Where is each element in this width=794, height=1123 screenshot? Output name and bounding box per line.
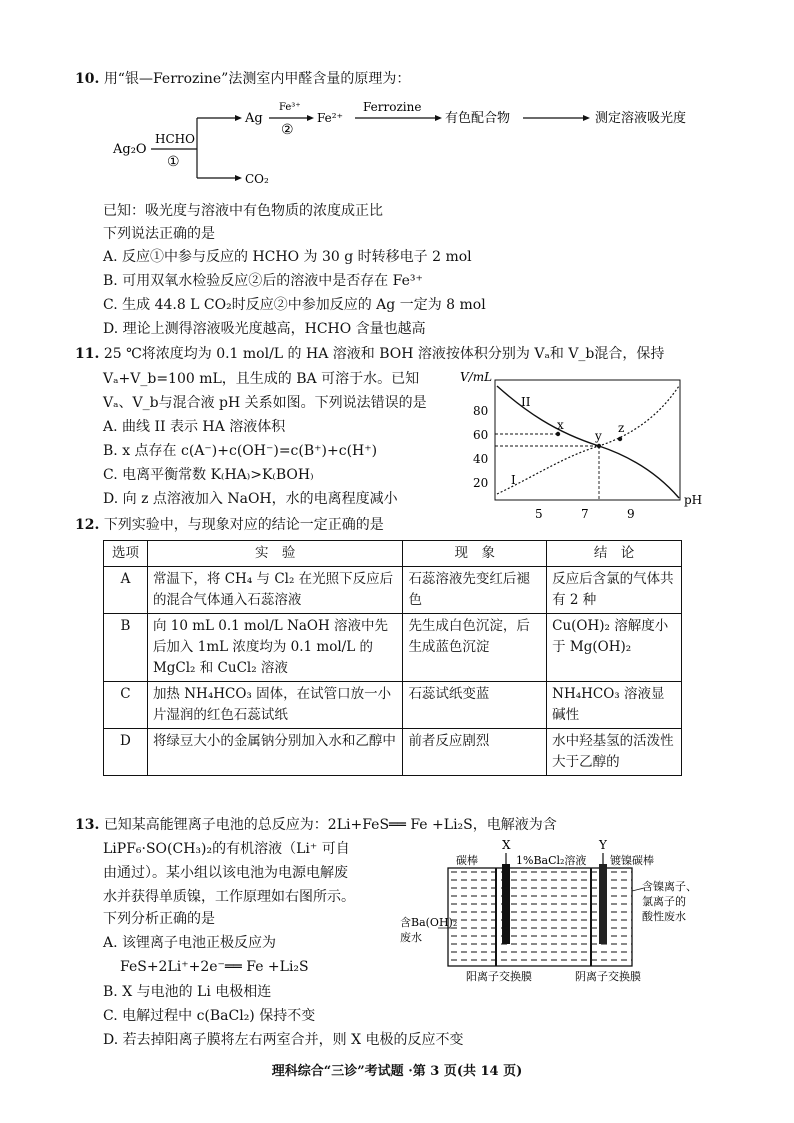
table-row <box>104 682 682 729</box>
q13-cation-membrane: 阳离子交换膜 <box>466 970 532 983</box>
q13-option-c: C. 电解过程中 c(BaCl₂) 保持不变 <box>103 1008 316 1024</box>
q10-step1: ① <box>167 154 180 170</box>
table-row <box>104 729 682 776</box>
q12-header-conclusion: 结 论 <box>547 541 682 567</box>
q13-ask: 下列分析正确的是 <box>103 911 215 927</box>
q11-xtick-7: 7 <box>581 507 589 521</box>
q13-line2: LiPF₆·SO(CH₃)₂的有机溶液（Li⁺ 可自 <box>103 841 350 857</box>
q11-option-c: C. 电离平衡常数 K₍HA₎>K₍BOH₎ <box>103 467 314 483</box>
q11-graph <box>455 366 705 526</box>
q12-c-experiment: 加热 NH₄HCO₃ 固体，在试管口放一小片湿润的红色石蕊试纸 <box>147 682 403 729</box>
q12-header-option: 选项 <box>104 541 148 567</box>
q12-a-conclusion: 反应后含氯的气体共有 2 种 <box>547 567 682 614</box>
q12-d-phenomenon: 前者反应剧烈 <box>403 729 547 776</box>
q13-option-a-2: FeS+2Li⁺+2e⁻══ Fe +Li₂S <box>120 959 309 975</box>
page-footer: 理科综合“三诊”考试题 ·第 3 页(共 14 页) <box>271 1064 523 1079</box>
q11-number: 11. <box>75 346 100 362</box>
q10-fe2: Fe²⁺ <box>317 111 343 125</box>
q11-line2: Vₐ+V_b=100 mL，且生成的 BA 可溶于水。已知 <box>103 371 420 387</box>
q13-stem-1: 已知某高能锂离子电池的总反应为：2Li+FeS══ Fe +Li₂S，电解液为含 <box>103 817 557 833</box>
q11-point-y: y <box>595 429 602 443</box>
q13-right-label-3: 酸性废水 <box>642 910 686 923</box>
q11-point-x: x <box>557 418 564 432</box>
q13-option-b: B. X 与电池的 Li 电极相连 <box>103 984 272 1000</box>
q13-carbon-rod: 碳棒 <box>456 854 478 867</box>
q12-table <box>103 540 682 776</box>
q11-option-a: A. 曲线 II 表示 HA 溶液体积 <box>103 419 286 435</box>
q13-electrolysis-diagram <box>400 836 705 984</box>
q10-option-b: B. 可用双氧水检验反应②后的溶液中是否存在 Fe³⁺ <box>103 273 423 289</box>
q12-b-experiment: 向 10 mL 0.1 mol/L NaOH 溶液中先后加入 1mL 浓度均为 0.1 mol/L 的 MgCl₂ 和 CuCl₂ 溶液 <box>147 614 403 682</box>
q12-c-option: C <box>104 682 148 729</box>
q12-d-option: D <box>104 729 148 776</box>
q12-a-phenomenon: 石蕊溶液先变红后褪色 <box>403 567 547 614</box>
q11-curve-I: I <box>511 473 516 487</box>
q11-xtick-5: 5 <box>535 507 543 521</box>
q11-line1 <box>75 343 664 365</box>
q13-anion-membrane: 阴离子交换膜 <box>575 970 641 983</box>
q12-header-experiment: 实 验 <box>147 541 403 567</box>
q10-option-d: D. 理论上测得溶液吸光度越高，HCHO 含量也越高 <box>103 321 426 337</box>
q10-option-a: A. 反应①中参与反应的 HCHO 为 30 g 时转移电子 2 mol <box>103 249 472 265</box>
q13-bacl2-label: 1%BaCl₂溶液 <box>516 854 587 867</box>
q10-reaction-scheme <box>105 98 705 198</box>
q13-left-label-1: 含Ba(OH)₂ <box>400 916 458 929</box>
q10-co2: CO₂ <box>245 172 269 186</box>
q13-option-a-1: A. 该锂离子电池正极反应为 <box>103 935 277 951</box>
q12-a-experiment: 常温下，将 CH₄ 与 Cl₂ 在光照下反应后的混合气体通入石蕊溶液 <box>147 567 403 614</box>
q13-left-label-2: 废水 <box>400 931 422 944</box>
q13-right-label-1: 含镍离子、 <box>642 880 697 893</box>
q13-y-label: Y <box>599 838 607 852</box>
q11-xlabel: pH <box>684 493 703 507</box>
q13-line1 <box>75 814 557 836</box>
q11-xtick-9: 9 <box>627 507 635 521</box>
table-row <box>104 567 682 614</box>
q10-fe3: Fe³⁺ <box>279 102 301 113</box>
q13-line4: 水并获得单质镍，工作原理如右图所示。 <box>103 889 355 905</box>
q13-number: 13. <box>75 817 100 833</box>
q12-header-phenomenon: 现 象 <box>403 541 547 567</box>
q12-c-conclusion: NH₄HCO₃ 溶液显碱性 <box>547 682 682 729</box>
q10-step2: ② <box>281 122 294 138</box>
q11-ytick-60: 60 <box>473 428 489 442</box>
q11-ytick-40: 40 <box>473 452 489 466</box>
q12-c-phenomenon: 石蕊试纸变蓝 <box>403 682 547 729</box>
table-row <box>104 614 682 682</box>
q13-right-label-2: 氯离子的 <box>642 895 686 908</box>
q11-ylabel: V/mL <box>460 370 493 384</box>
q10-option-c: C. 生成 44.8 L CO₂时反应②中参加反应的 Ag 一定为 8 mol <box>103 297 486 313</box>
q12-number: 12. <box>75 517 100 533</box>
q12-a-option: A <box>104 567 148 614</box>
q12-stem-line <box>75 514 384 536</box>
q10-hcho: HCHO <box>155 132 195 146</box>
q10-known: 已知：吸光度与溶液中有色物质的浓度成正比 <box>103 203 383 219</box>
q11-option-b: B. x 点存在 c(A⁻)+c(OH⁻)=c(B⁺)+c(H⁺) <box>103 443 378 459</box>
q12-d-experiment: 将绿豆大小的金属钠分别加入水和乙醇中 <box>147 729 403 776</box>
q11-curve-II: II <box>521 395 531 409</box>
q11-ytick-80: 80 <box>473 404 489 418</box>
q10-ask: 下列说法正确的是 <box>103 226 215 242</box>
q13-option-d: D. 若去掉阳离子膜将左右两室合并，则 X 电极的反应不变 <box>103 1032 464 1048</box>
q11-line3: Vₐ、V_b与混合液 pH 关系如图。下列说法错误的是 <box>103 395 427 411</box>
q10-stem-line <box>75 68 410 90</box>
q10-ferrozine: Ferrozine <box>363 100 422 114</box>
q12-b-option: B <box>104 614 148 682</box>
q13-ni-rod: 镀镍碳棒 <box>610 854 654 867</box>
q11-point-z: z <box>618 421 625 435</box>
q12-d-conclusion: 水中羟基氢的活泼性大于乙醇的 <box>547 729 682 776</box>
q10-complex: 有色配合物 <box>445 111 511 126</box>
q13-line3: 由通过）。某小组以该电池为电源电解废 <box>103 865 348 881</box>
q11-stem-1: 25 ℃将浓度均为 0.1 mol/L 的 HA 溶液和 BOH 溶液按体积分别为 Vₐ和 V_b混合，保持 <box>103 346 665 362</box>
q11-option-d: D. 向 z 点溶液加入 NaOH，水的电离程度减小 <box>103 491 398 507</box>
q12-b-phenomenon: 先生成白色沉淀，后生成蓝色沉淀 <box>403 614 547 682</box>
q10-number: 10. <box>75 71 100 87</box>
q12-b-conclusion: Cu(OH)₂ 溶解度小于 Mg(OH)₂ <box>547 614 682 682</box>
q12-stem: 下列实验中，与现象对应的结论一定正确的是 <box>103 517 384 533</box>
q10-ag: Ag <box>245 111 263 126</box>
q10-measure: 测定溶液吸光度 <box>595 111 687 126</box>
q13-x-label: X <box>502 838 511 852</box>
q10-stem: 用“银—Ferrozine”法测室内甲醛含量的原理为： <box>103 71 411 87</box>
q12-header-row <box>104 541 682 567</box>
q11-ytick-20: 20 <box>473 476 489 490</box>
q10-ag2o: Ag₂O <box>113 142 147 157</box>
